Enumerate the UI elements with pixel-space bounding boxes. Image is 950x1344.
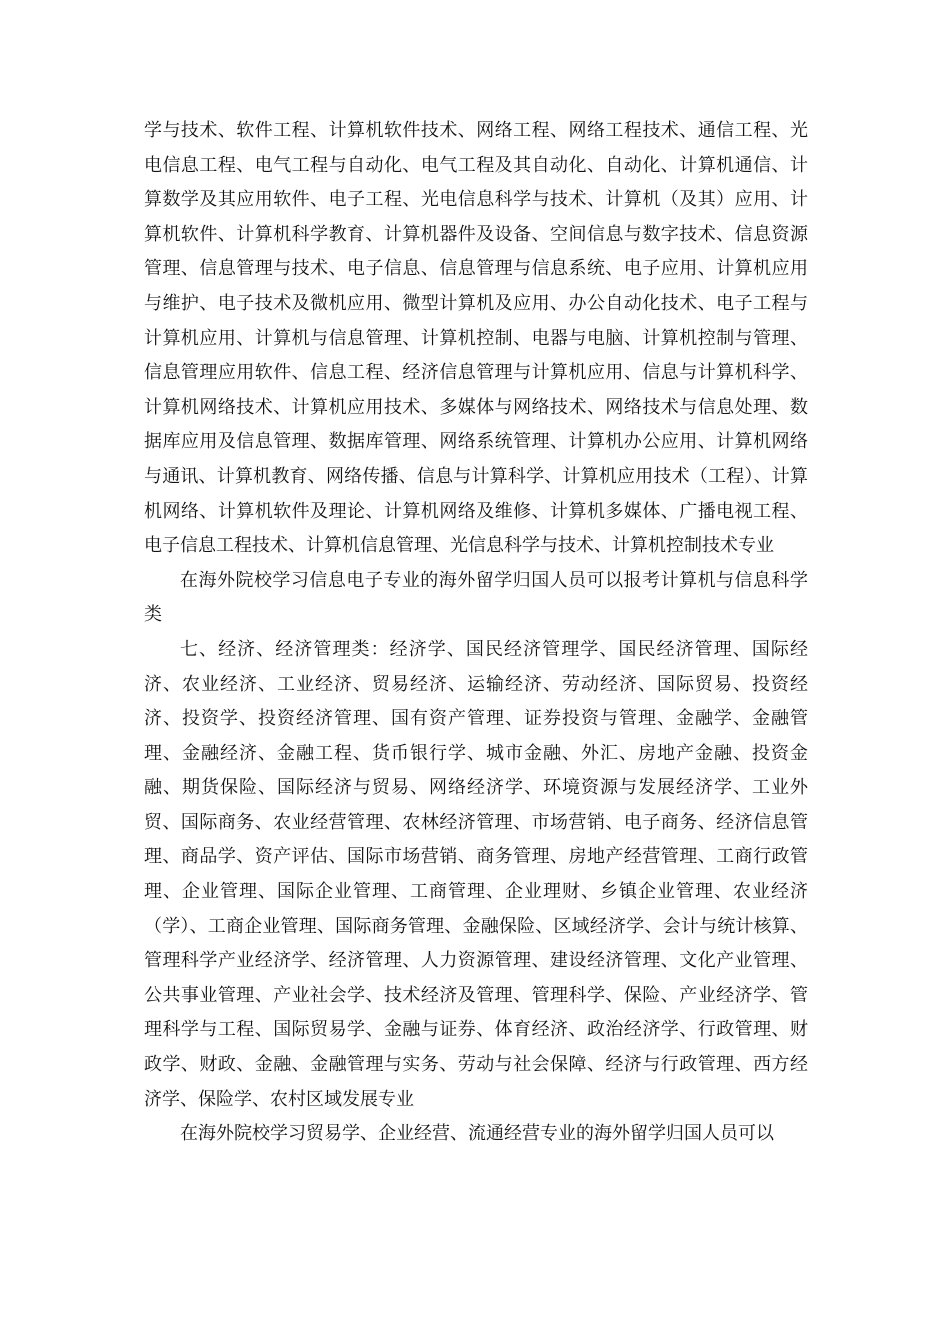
document-body xyxy=(144,114,808,1152)
paragraph-major-list-continued: 学与技术、软件工程、计算机软件技术、网络工程、网络工程技术、通信工程、光电信息工程、电气工程与自动化、电气工程及其自动化、自动化、计算机通信、计算数学及其应用软件、电子工程、光电信息科学与技术、计算机（及其）应用、计算机软件、计算机科学教育、计算机器件及设备、空间信息与数字技术、信息资源管理、信息管理与技术、电子信息、信息管理与信息系统、电子应用、计算机应用与维护、电子技术及微机应用、微型计算机及应用、办公自动化技术、电子工程与计算机应用、计算机与信息管理、计算机控制、电器与电脑、计算机控制与管理、信息管理应用软件、信息工程、经济信息管理与计算机应用、信息与计算机科学、计算机网络技术、计算机应用技术、多媒体与网络技术、网络技术与信息处理、数据库应用及信息管理、数据库管理、网络系统管理、计算机办公应用、计算机网络与通讯、计算机教育、网络传播、信息与计算科学、计算机应用技术（工程）、计算机网络、计算机软件及理论、计算机网络及维修、计算机多媒体、广播电视工程、电子信息工程技术、计算机信息管理、光信息科学与技术、计算机控制技术专业 xyxy=(144,120,808,557)
paragraph-economics-category: 七、经济、经济管理类：经济学、国民经济管理学、国民经济管理、国际经济、农业经济、工业经济、贸易经济、运输经济、劳动经济、国际贸易、投资经济、投资学、投资经济管理、国有资产管理、证券投资与管理、金融学、金融管理、金融经济、金融工程、货币银行学、城市金融、外汇、房地产金融、投资金融、期货保险、国际经济与贸易、网络经济学、环境资源与发展经济学、工业外贸、国际商务、农业经营管理、农林经济管理、市场营销、电子商务、经济信息管理、商品学、资产评估、国际市场营销、商务管理、房地产经营管理、工商行政管理、企业管理、国际企业管理、工商管理、企业理财、乡镇企业管理、农业经济（学）、工商企业管理、国际商务管理、金融保险、区域经济学、会计与统计核算、管理科学产业经济学、经济管理、人力资源管理、建设经济管理、文化产业管理、公共事业管理、产业社会学、技术经济及管理、管理科学、保险、产业经济学、管理科学与工程、国际贸易学、金融与证券、体育经济、政治经济学、行政管理、财政学、财政、金融、金融管理与实务、劳动与社会保障、经济与行政管理、西方经济学、保险学、农村区域发展专业 xyxy=(144,638,808,1110)
paragraph-overseas-note-trade: 在海外院校学习贸易学、企业经营、流通经营专业的海外留学归国人员可以 xyxy=(180,1123,774,1145)
paragraph-overseas-note-computer: 在海外院校学习信息电子专业的海外留学归国人员可以报考计算机与信息科学类 xyxy=(144,569,808,626)
